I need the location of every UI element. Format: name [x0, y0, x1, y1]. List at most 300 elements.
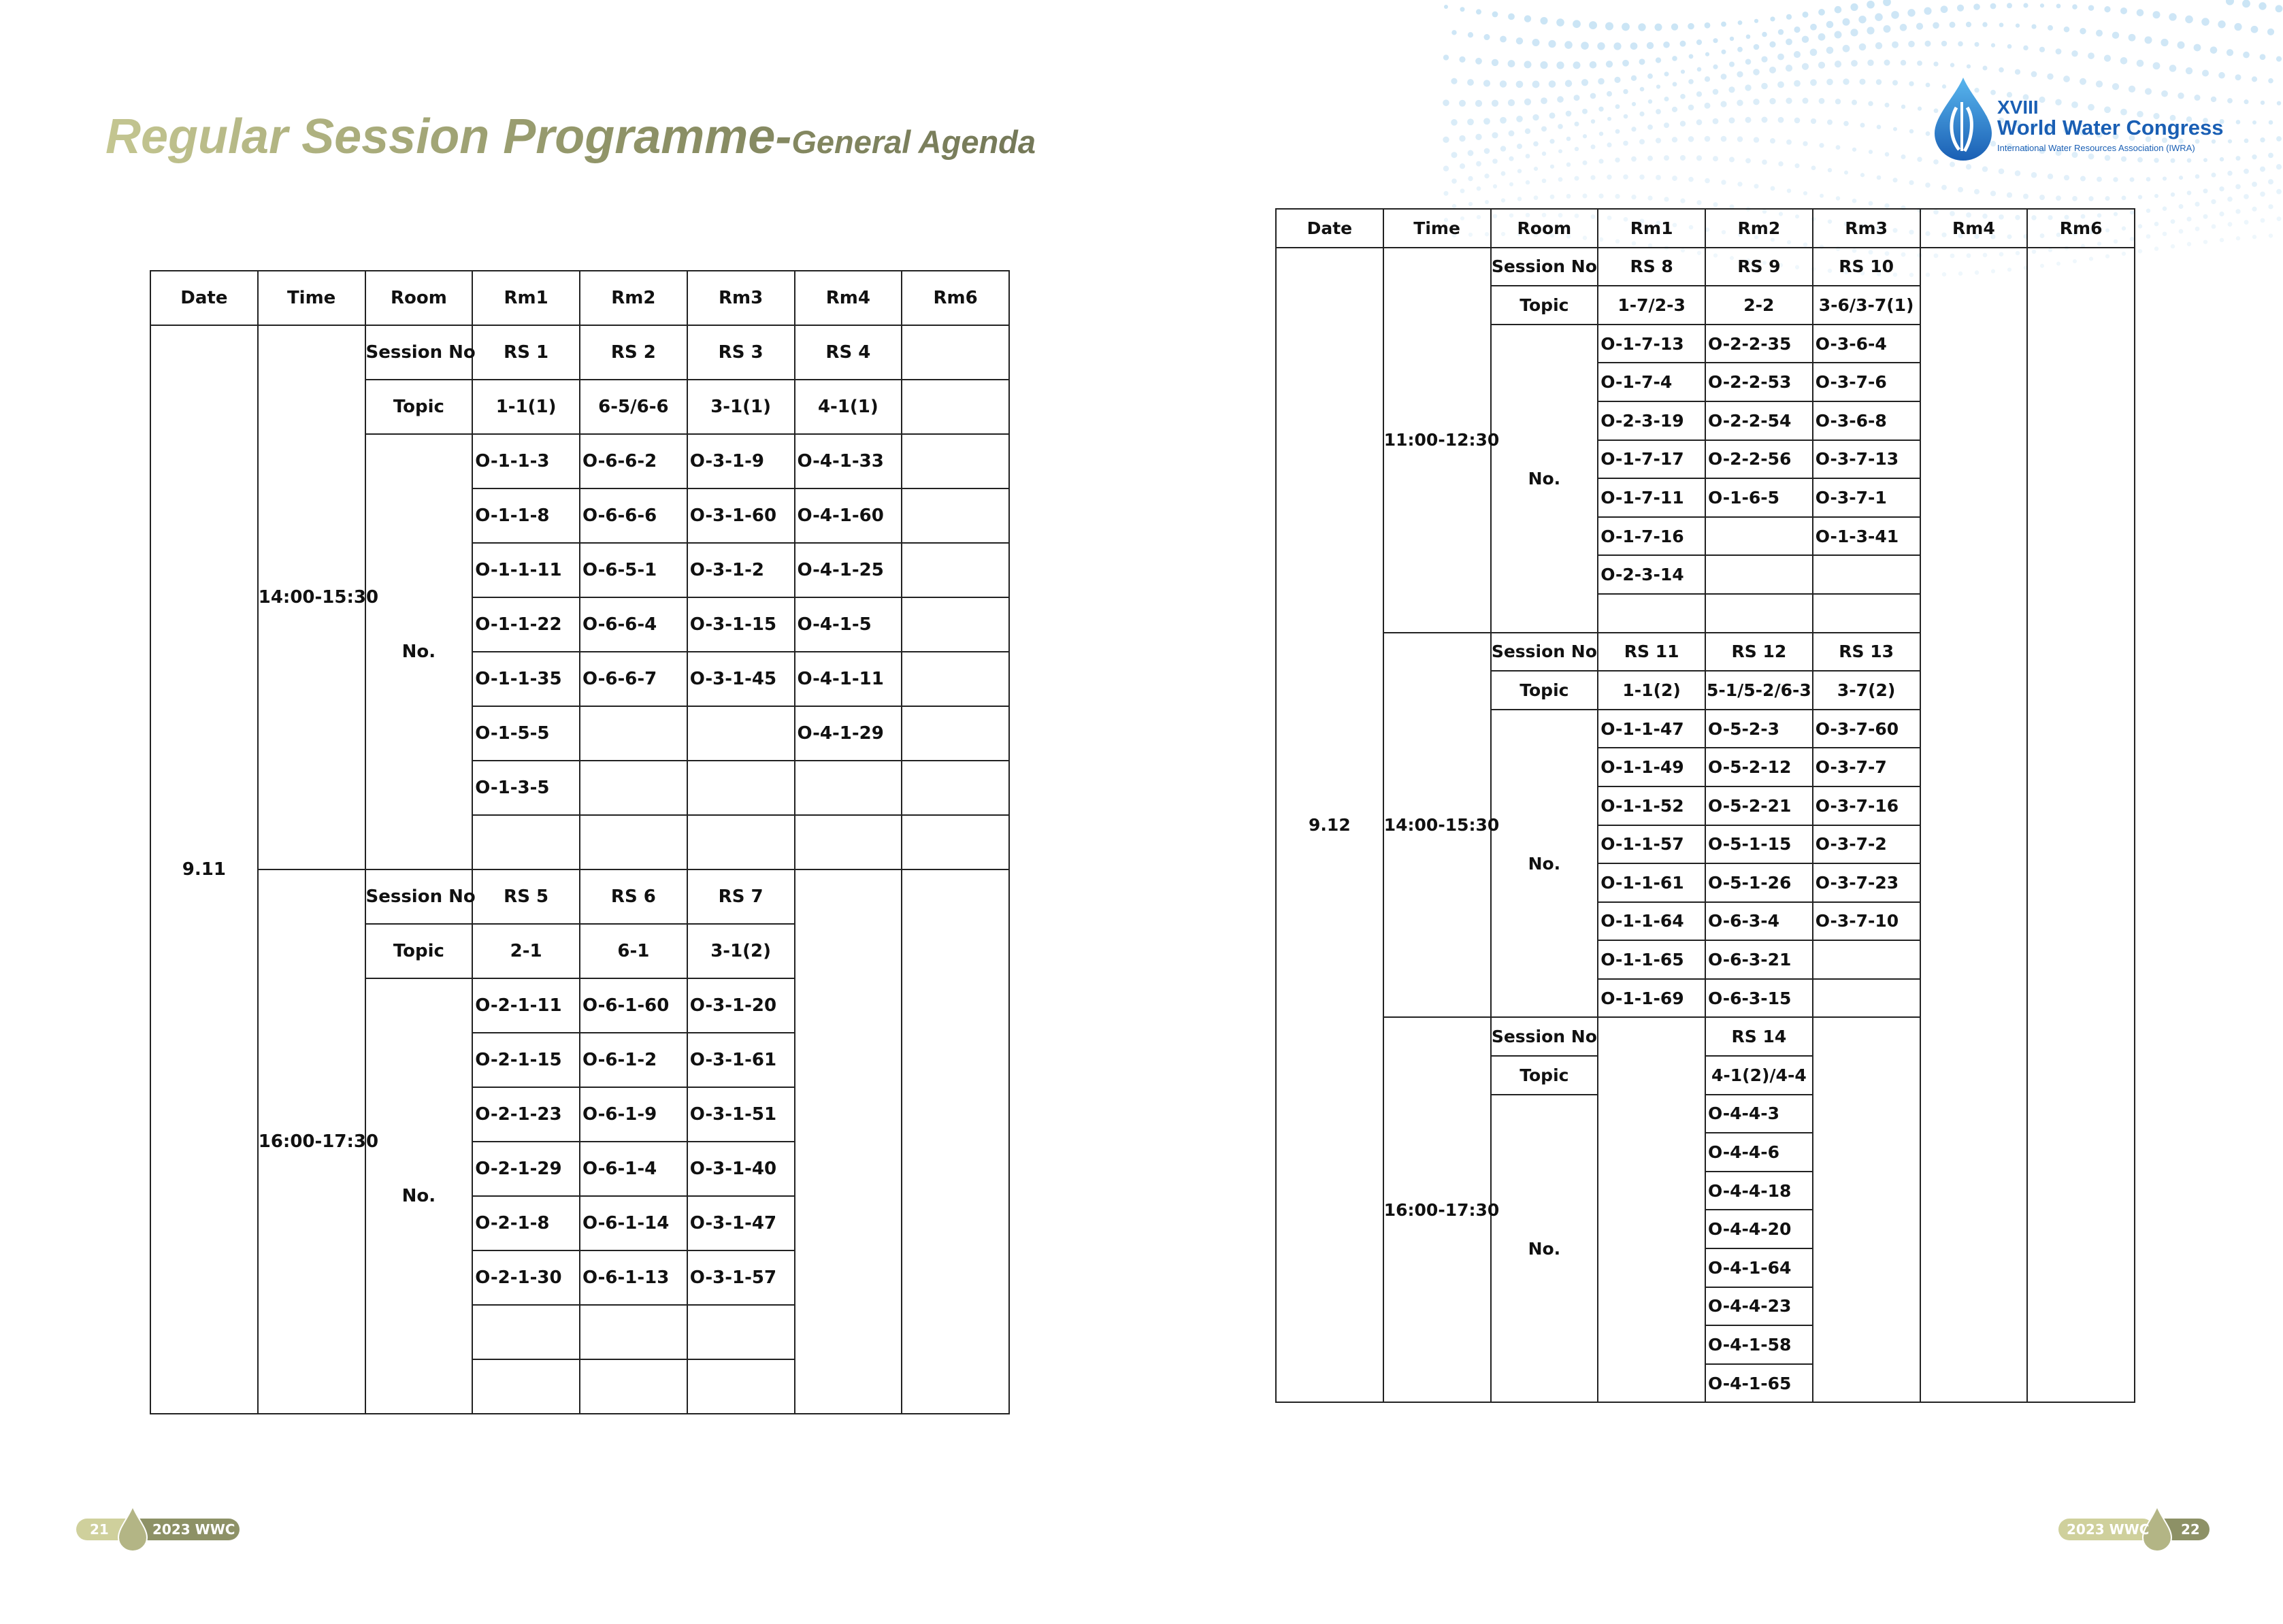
decoration-dot	[2171, 193, 2175, 197]
decoration-dot	[1640, 87, 1645, 92]
decoration-dot	[2007, 3, 2012, 8]
decoration-dot	[1730, 37, 1734, 41]
decoration-dot	[1451, 78, 1457, 84]
session-cell: RS 2	[580, 325, 687, 380]
decoration-dot	[2187, 190, 2192, 195]
time-cell: 11:00-12:30	[1383, 248, 1491, 633]
footer-label: 2023 WWC	[2067, 1521, 2150, 1538]
decoration-dot	[1883, 0, 1891, 6]
decoration-dot	[1664, 71, 1669, 76]
decoration-dot	[1475, 58, 1482, 65]
decoration-dot	[1843, 78, 1849, 84]
decoration-dot	[2276, 136, 2282, 142]
session-cell: RS 4	[795, 325, 902, 380]
decoration-dot	[2219, 186, 2224, 191]
decoration-dot	[1777, 81, 1784, 88]
decoration-dot	[2048, 173, 2053, 179]
decoration-dot	[1566, 137, 1571, 142]
decoration-dot	[1869, 150, 1873, 154]
decoration-dot	[1566, 194, 1571, 199]
decoration-dot	[1769, 98, 1775, 104]
decoration-dot	[1647, 73, 1653, 79]
decoration-dot	[1540, 61, 1547, 69]
decoration-dot	[1468, 150, 1474, 156]
decoration-dot	[1860, 173, 1865, 177]
decoration-dot	[1843, 121, 1849, 127]
schedule-table-left	[150, 270, 1010, 1414]
decoration-dot	[1468, 32, 1473, 37]
decoration-dot	[1582, 109, 1588, 114]
decoration-dot	[1827, 120, 1833, 125]
decoration-dot	[1501, 198, 1505, 202]
decoration-dot	[1575, 176, 1579, 181]
decoration-dot	[1615, 194, 1620, 199]
decoration-dot	[2211, 199, 2216, 204]
decoration-dot	[1696, 39, 1702, 45]
decoration-dot	[2072, 196, 2077, 201]
decoration-dot	[1982, 166, 1988, 171]
decoration-dot	[1901, 105, 1905, 109]
paper-cell: O-4-1-60	[795, 488, 902, 543]
decoration-dot	[1900, 24, 1907, 31]
decoration-dot	[1885, 152, 1890, 157]
topic-cell: 1-1(2)	[1598, 671, 1705, 710]
decoration-dot	[1509, 131, 1515, 137]
decoration-dot	[2235, 209, 2240, 214]
paper-cell: O-3-7-6	[1813, 363, 1920, 401]
decoration-dot	[1500, 117, 1507, 124]
decoration-dot	[1583, 134, 1587, 138]
decoration-dot	[2163, 231, 2167, 236]
decoration-dot	[1517, 169, 1522, 173]
paper-cell	[580, 761, 687, 815]
decoration-dot	[1558, 124, 1563, 129]
decoration-dot	[2171, 219, 2175, 224]
decoration-dot	[1451, 30, 1456, 35]
decoration-dot	[2179, 176, 2183, 180]
decoration-dot	[1631, 156, 1637, 162]
decoration-dot	[1615, 129, 1620, 134]
decoration-dot	[1893, 178, 1898, 182]
decoration-dot	[1819, 143, 1824, 148]
decoration-dot	[1803, 141, 1807, 146]
decoration-dot	[2277, 101, 2281, 105]
decoration-dot	[1811, 118, 1816, 124]
column-header: Room	[365, 271, 473, 325]
decoration-dot	[1705, 76, 1710, 82]
decoration-dot	[2096, 30, 2103, 37]
decoration-dot	[1589, 21, 1597, 29]
decoration-dot	[2212, 173, 2216, 178]
decoration-dot	[1778, 117, 1784, 123]
column-header: Rm3	[687, 271, 795, 325]
decoration-dot	[1909, 81, 1914, 86]
decoration-dot	[1590, 61, 1597, 69]
decoration-dot	[2244, 194, 2249, 199]
decoration-dot	[1973, 3, 1980, 10]
empty-cell	[902, 597, 1009, 652]
empty-cell	[1598, 1017, 1705, 1402]
empty-cell	[1920, 248, 2028, 1403]
decoration-dot	[1680, 94, 1686, 99]
decoration-dot	[1917, 61, 1922, 66]
page-number-right	[2058, 1505, 2210, 1553]
decoration-dot	[2185, 16, 2193, 24]
decoration-dot	[1444, 191, 1449, 196]
decoration-dot	[2161, 39, 2168, 46]
empty-cell	[902, 869, 1009, 1414]
topic-label: Topic	[1491, 1056, 1598, 1095]
decoration-dot	[1606, 61, 1613, 67]
page-number: 22	[2181, 1521, 2200, 1538]
decoration-dot	[1877, 125, 1882, 129]
decoration-dot	[1451, 119, 1458, 126]
decoration-dot	[2015, 69, 2020, 75]
decoration-dot	[1509, 156, 1513, 161]
paper-cell: O-6-6-2	[580, 434, 687, 488]
decoration-dot	[2169, 65, 2177, 72]
decoration-dot	[2129, 34, 2136, 42]
paper-cell: O-1-1-52	[1598, 786, 1705, 825]
decoration-dot	[2251, 26, 2259, 33]
decoration-dot	[1484, 34, 1490, 40]
decoration-dot	[1534, 195, 1539, 200]
paper-cell: O-6-3-21	[1705, 940, 1813, 979]
decoration-dot	[1907, 9, 1915, 16]
decoration-dot	[1597, 42, 1605, 50]
decoration-dot	[1737, 99, 1743, 105]
page-title	[105, 109, 1036, 165]
decoration-dot	[1459, 56, 1465, 63]
decoration-dot	[1492, 132, 1498, 138]
decoration-dot	[1957, 5, 1964, 12]
decoration-dot	[1607, 175, 1611, 180]
decoration-dot	[1656, 175, 1661, 180]
decoration-dot	[1631, 127, 1636, 131]
paper-cell: O-6-6-7	[580, 652, 687, 706]
column-header: Time	[258, 271, 365, 325]
topic-label: Topic	[365, 380, 473, 434]
decoration-dot	[1631, 195, 1636, 199]
decoration-dot	[1721, 73, 1727, 80]
decoration-dot	[2138, 249, 2142, 253]
decoration-dot	[1738, 20, 1743, 25]
decoration-dot	[2236, 236, 2240, 240]
decoration-dot	[1524, 99, 1531, 105]
decoration-dot	[1688, 177, 1694, 182]
decoration-dot	[1558, 149, 1562, 153]
paper-cell: O-1-7-13	[1598, 325, 1705, 363]
decoration-dot	[1622, 60, 1629, 67]
decoration-dot	[1803, 191, 1807, 195]
decoration-dot	[1892, 80, 1898, 86]
paper-cell: O-1-6-5	[1705, 478, 1813, 517]
paper-cell: O-3-1-45	[687, 652, 795, 706]
paper-cell: O-1-1-64	[1598, 902, 1705, 941]
decoration-dot	[2104, 6, 2110, 12]
decoration-dot	[1664, 155, 1669, 161]
decoration-dot	[1713, 65, 1718, 69]
logo-name: World Water Congress	[1997, 116, 2224, 139]
decoration-dot	[2277, 216, 2282, 221]
decoration-dot	[2040, 3, 2044, 7]
decoration-dot	[2031, 172, 2037, 178]
decoration-dot	[2260, 191, 2265, 197]
decoration-dot	[1818, 62, 1825, 69]
decoration-dot	[1672, 176, 1677, 181]
session-cell: RS 6	[580, 869, 687, 924]
drop-icon	[116, 1505, 150, 1553]
decoration-dot	[1648, 99, 1652, 103]
decoration-dot	[2267, 29, 2274, 35]
paper-cell: O-2-2-35	[1705, 325, 1813, 363]
decoration-dot	[1737, 47, 1743, 52]
decoration-dot	[2252, 182, 2257, 187]
decoration-dot	[1664, 97, 1669, 101]
time-cell: 14:00-15:30	[1383, 633, 1491, 1018]
column-header: Rm4	[795, 271, 902, 325]
decoration-dot	[1583, 194, 1588, 199]
decoration-dot	[1794, 80, 1801, 87]
decoration-dot	[1966, 164, 1971, 169]
decoration-dot	[1761, 56, 1767, 62]
paper-cell	[687, 761, 795, 815]
topic-label: Topic	[365, 924, 473, 978]
empty-cell	[2027, 248, 2135, 1403]
decoration-dot	[2268, 204, 2273, 209]
decoration-dot	[1623, 141, 1628, 146]
decoration-dot	[1713, 118, 1719, 125]
decoration-dot	[2269, 233, 2273, 237]
decoration-dot	[2252, 120, 2256, 125]
column-header: Rm1	[472, 271, 580, 325]
paper-cell: O-2-1-11	[472, 978, 580, 1033]
decoration-dot	[2260, 137, 2265, 142]
session-cell: RS 1	[472, 325, 580, 380]
decoration-dot	[1574, 95, 1580, 101]
decoration-dot	[1673, 82, 1677, 86]
decoration-dot	[2064, 27, 2070, 33]
decoration-dot	[1532, 39, 1540, 46]
paper-cell: O-3-1-20	[687, 978, 795, 1033]
decoration-dot	[2179, 204, 2184, 209]
session-cell: RS 14	[1705, 1017, 1813, 1056]
decoration-dot	[2276, 189, 2282, 195]
decoration-dot	[1754, 137, 1759, 142]
decoration-dot	[1909, 180, 1914, 185]
decoration-dot	[1475, 100, 1482, 107]
paper-cell: O-1-1-65	[1598, 940, 1705, 979]
decoration-dot	[1459, 100, 1466, 107]
decoration-dot	[1542, 152, 1546, 156]
decoration-dot	[2169, 13, 2176, 20]
decoration-dot	[1901, 60, 1906, 65]
decoration-dot	[2171, 244, 2175, 248]
decoration-dot	[1820, 194, 1824, 198]
decoration-dot	[1835, 61, 1841, 67]
decoration-dot	[1713, 156, 1718, 161]
paper-cell	[687, 1305, 795, 1359]
decoration-dot	[1850, 29, 1858, 36]
decoration-dot	[2187, 216, 2192, 221]
empty-cell	[902, 325, 1009, 380]
decoration-dot	[1966, 22, 1971, 27]
decoration-dot	[1770, 16, 1775, 21]
session-no-label: Session No	[365, 869, 473, 924]
decoration-dot	[2071, 50, 2077, 56]
topic-cell: 4-1(2)/4-4	[1705, 1056, 1813, 1095]
decoration-dot	[1867, 27, 1874, 34]
decoration-dot	[2218, 20, 2225, 28]
decoration-dot	[2268, 78, 2273, 84]
decoration-dot	[1810, 49, 1818, 56]
decoration-dot	[2153, 62, 2161, 69]
paper-cell: O-4-4-23	[1705, 1287, 1813, 1326]
decoration-dot	[1624, 114, 1628, 119]
paper-cell	[580, 815, 687, 869]
decoration-dot	[2031, 24, 2036, 29]
decoration-dot	[1656, 84, 1660, 88]
decoration-dot	[1583, 161, 1588, 165]
paper-cell: O-3-7-60	[1813, 710, 1920, 748]
paper-cell: O-4-4-20	[1705, 1210, 1813, 1248]
decoration-dot	[1778, 161, 1783, 166]
decoration-dot	[1967, 65, 1971, 69]
decoration-dot	[1999, 168, 2005, 174]
topic-cell: 2-2	[1705, 286, 1813, 325]
decoration-dot	[1729, 117, 1735, 123]
decoration-dot	[2154, 246, 2158, 250]
decoration-dot	[1884, 25, 1891, 33]
paper-cell	[1813, 594, 1920, 633]
decoration-dot	[1565, 80, 1572, 86]
decoration-dot	[1630, 42, 1638, 50]
topic-cell: 3-6/3-7(1)	[1813, 286, 1920, 325]
paper-cell	[1705, 555, 1813, 594]
decoration-dot	[2137, 9, 2144, 16]
decoration-dot	[1524, 15, 1531, 22]
decoration-dot	[1826, 47, 1834, 54]
decoration-dot	[2203, 188, 2208, 193]
decoration-dot	[1575, 147, 1579, 151]
paper-cell: O-3-1-9	[687, 434, 795, 488]
session-cell: RS 9	[1705, 248, 1813, 286]
decoration-dot	[1639, 174, 1645, 180]
decoration-dot	[1737, 136, 1743, 142]
decoration-dot	[1728, 86, 1735, 93]
decoration-dot	[1852, 148, 1856, 152]
decoration-dot	[1663, 42, 1670, 48]
decoration-dot	[1556, 18, 1564, 27]
session-cell: RS 12	[1705, 633, 1813, 672]
empty-cell	[902, 815, 1009, 869]
decoration-dot	[1794, 51, 1801, 58]
page-number-left	[76, 1505, 240, 1553]
decoration-dot	[2137, 60, 2144, 67]
decoration-dot	[1721, 22, 1726, 27]
paper-cell: O-3-1-61	[687, 1033, 795, 1087]
paper-cell: O-4-1-5	[795, 597, 902, 652]
no-label: No.	[365, 434, 473, 869]
decoration-dot	[2203, 239, 2207, 244]
decoration-dot	[1615, 104, 1620, 109]
topic-cell: 3-1(2)	[687, 924, 795, 978]
column-header: Date	[1276, 209, 1383, 248]
decoration-dot	[1802, 63, 1809, 70]
decoration-dot	[2195, 227, 2200, 231]
decoration-dot	[1638, 23, 1645, 31]
paper-cell: O-6-6-4	[580, 597, 687, 652]
paper-cell: O-3-1-40	[687, 1142, 795, 1196]
paper-cell: O-1-5-5	[472, 706, 580, 761]
decoration-dot	[1983, 65, 1988, 70]
decoration-dot	[1639, 139, 1645, 144]
decoration-dot	[2235, 74, 2241, 80]
decoration-dot	[1681, 69, 1685, 73]
decoration-dot	[1460, 7, 1465, 12]
decoration-dot	[1664, 122, 1669, 128]
decoration-dot	[2064, 175, 2069, 180]
decoration-dot	[2227, 49, 2233, 56]
paper-cell: O-6-1-4	[580, 1142, 687, 1196]
decoration-dot	[1818, 9, 1825, 16]
decoration-dot	[1556, 61, 1564, 69]
decoration-dot	[1721, 180, 1726, 184]
paper-cell: O-6-3-4	[1705, 902, 1813, 941]
decoration-dot	[1762, 117, 1768, 123]
decoration-dot	[1852, 199, 1857, 203]
decoration-dot	[2259, 2, 2266, 10]
paper-cell: O-3-7-23	[1813, 863, 1920, 902]
table-row	[1276, 248, 2135, 286]
decoration-dot	[2023, 194, 2029, 199]
decoration-dot	[1443, 54, 1449, 60]
paper-cell: O-2-1-15	[472, 1033, 580, 1087]
decoration-dot	[1990, 3, 1997, 10]
paper-cell: O-2-2-53	[1705, 363, 1813, 401]
footer-label: 2023 WWC	[152, 1521, 235, 1538]
decoration-dot	[1720, 101, 1726, 107]
decoration-dot	[2138, 224, 2142, 228]
time-cell: 16:00-17:30	[1383, 1017, 1491, 1402]
decoration-dot	[1548, 40, 1556, 48]
decoration-dot	[1916, 23, 1923, 30]
decoration-dot	[2201, 18, 2210, 26]
empty-cell	[902, 761, 1009, 815]
paper-cell	[795, 815, 902, 869]
decoration-dot	[1532, 81, 1540, 88]
decoration-dot	[1885, 103, 1890, 107]
paper-cell: O-3-1-2	[687, 543, 795, 597]
paper-cell: O-4-1-64	[1705, 1248, 1813, 1287]
decoration-dot	[2097, 177, 2102, 182]
logo-roman-numeral: XVIII	[1997, 97, 2039, 118]
decoration-dot	[1672, 137, 1677, 142]
decoration-dot	[1975, 42, 1980, 47]
decoration-dot	[2268, 152, 2273, 158]
topic-cell: 4-1(1)	[795, 380, 902, 434]
session-no-label: Session No	[1491, 633, 1598, 672]
decoration-dot	[1591, 144, 1596, 149]
decoration-dot	[2112, 32, 2119, 39]
decoration-dot	[2212, 225, 2216, 229]
decoration-dot	[1622, 23, 1630, 31]
paper-cell: O-2-3-14	[1598, 555, 1705, 594]
paper-cell: O-1-1-57	[1598, 825, 1705, 864]
decoration-dot	[1492, 12, 1498, 18]
decoration-dot	[1745, 84, 1751, 90]
decoration-dot	[1590, 175, 1595, 180]
